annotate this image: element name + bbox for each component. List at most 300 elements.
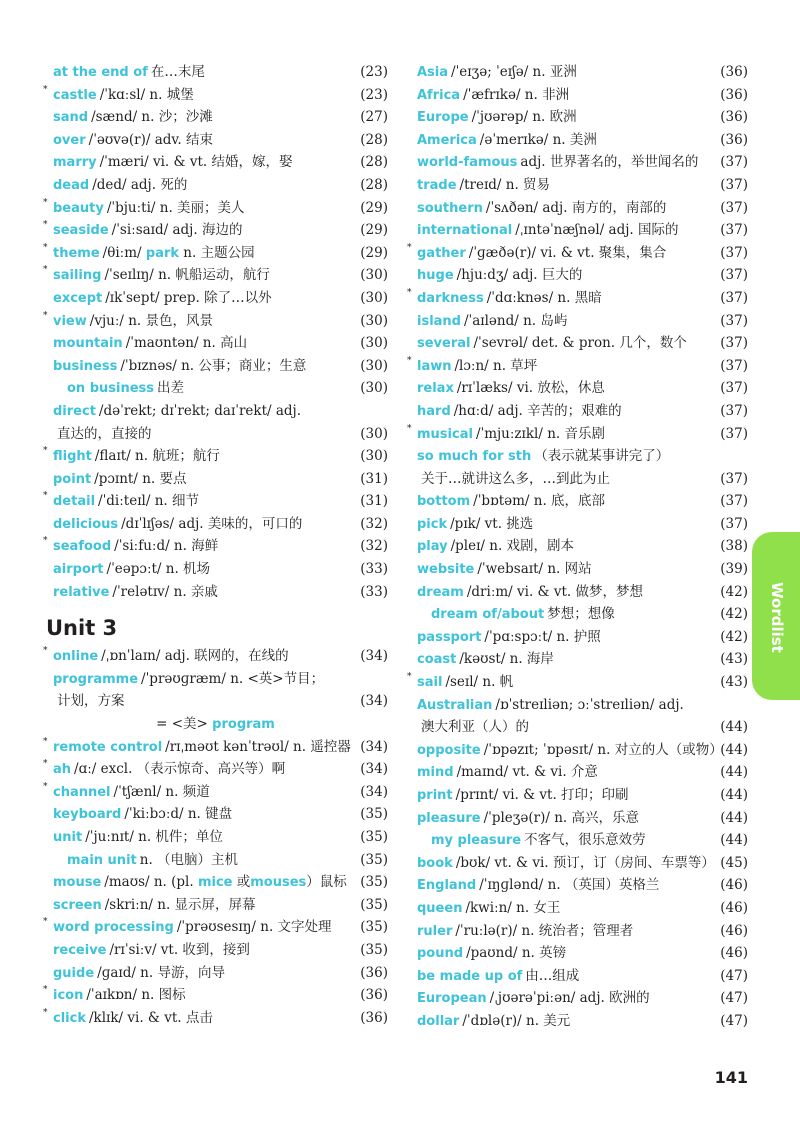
headword: Asia [417, 65, 449, 80]
wordlist-tab-label: Wordlist [768, 582, 786, 653]
page-reference: (28) [360, 154, 388, 171]
wordlist-entry [404, 197, 748, 220]
definition: /rɪˌməʊt kənˈtrəʊl/ n. 遥控器 [165, 738, 351, 755]
page-reference: (33) [360, 583, 388, 600]
key-word-star-icon: * [407, 287, 412, 298]
definition: /skriːn/ n. 显示屏，屏幕 [104, 896, 256, 913]
wordlist-entry [40, 1007, 388, 1030]
headword: several [417, 336, 471, 352]
page-reference: (47) [720, 967, 748, 984]
wordlist-entry [404, 942, 748, 965]
definition: /ˈeəpɔːt/ n. 机场 [106, 561, 211, 578]
headword: sail [417, 675, 443, 691]
wordlist-entry [404, 490, 748, 513]
definition: 不客气，很乐意效劳 [524, 832, 646, 849]
wordlist-entry [404, 219, 748, 242]
definition: /ˈtʃænl/ n. 频道 [113, 783, 210, 800]
headword: channel [53, 784, 111, 800]
definition: /seɪl/ n. 帆 [445, 674, 514, 691]
wordlist-entry [40, 129, 388, 152]
key-word-star-icon: * [407, 423, 412, 434]
headword: keyboard [53, 807, 122, 823]
definition: /ˈmjuːzɪkl/ n. 音乐剧 [475, 425, 605, 442]
definition: /ˈdiːteɪl/ n. 细节 [98, 493, 199, 510]
definition-tail: 或 [236, 874, 251, 891]
page-reference: (37) [720, 380, 748, 397]
definition: /ˈsiːsaɪd/ adj. 海边的 [111, 222, 243, 239]
definition: /ˈpleʒə(r)/ n. 高兴，乐意 [483, 809, 639, 826]
headword: screen [53, 897, 102, 913]
wordlist-entry [40, 984, 388, 1007]
page-reference: (36) [720, 86, 748, 103]
wordlist-entry [40, 84, 388, 107]
headword: Australian [417, 697, 493, 713]
key-word-star-icon: * [43, 536, 48, 547]
definition: /ˈwebsaɪt/ n. 网站 [477, 561, 592, 578]
definition: /ˈaɪkɒn/ n. 图标 [86, 987, 186, 1004]
page-reference: (37) [720, 425, 748, 442]
page-reference: (46) [720, 877, 748, 894]
page-reference: (37) [720, 289, 748, 306]
headword: programme [53, 671, 139, 687]
page-reference: (35) [360, 941, 388, 958]
wordlist-entry [40, 558, 388, 581]
definition: 澳大利亚（人）的 [421, 719, 529, 736]
wordlist-entry [40, 668, 388, 691]
page-reference: (34) [360, 761, 388, 778]
page-reference: (37) [720, 222, 748, 239]
headword: except [53, 290, 103, 306]
page-reference: (30) [360, 267, 388, 284]
wordlist-entry [40, 939, 388, 962]
wordlist-entry [404, 129, 748, 152]
headword: print [417, 788, 453, 803]
page-reference: (23) [360, 64, 388, 80]
headword: seafood [53, 539, 112, 555]
page-reference: (37) [720, 335, 748, 352]
wordlist-entry [404, 671, 748, 694]
headword: ah [53, 762, 72, 778]
wordlist-entry [40, 962, 388, 985]
page-reference: (37) [720, 402, 748, 419]
headword: coast [417, 652, 457, 668]
wordlist-entry [404, 535, 748, 558]
definition: /pleɪ/ n. 戏剧，剧本 [450, 538, 575, 555]
page-reference: (29) [360, 244, 388, 261]
headword: pick [417, 516, 448, 532]
headword: seaside [53, 223, 109, 239]
definition: /ˈprəʊsesɪŋ/ n. 文字处理 [176, 919, 332, 936]
wordlist-entry [404, 287, 748, 310]
page-reference: (44) [720, 719, 748, 736]
unit-title: Unit 3 [46, 616, 118, 641]
definition: /pɔɪnt/ n. 要点 [94, 470, 187, 487]
headword: England [417, 878, 477, 894]
wordlist-entry [404, 761, 748, 784]
headword: direct [53, 403, 96, 419]
headword: mind [417, 765, 454, 781]
key-word-star-icon: * [43, 310, 48, 321]
page-reference: (37) [720, 357, 748, 374]
headword: website [417, 562, 475, 578]
headword: sand [53, 110, 89, 126]
definition: /ˈdɒlə(r)/ n. 美元 [462, 1012, 571, 1029]
headword: online [53, 649, 99, 665]
headword: flight [53, 449, 92, 465]
definition: /treɪd/ n. 贸易 [459, 176, 551, 193]
key-word-star-icon: * [43, 736, 48, 747]
wordlist-entry [404, 558, 748, 581]
wordlist-entry [404, 151, 748, 174]
key-word-star-icon: * [43, 491, 48, 502]
key-word-star-icon: * [43, 985, 48, 996]
key-word-star-icon: * [43, 197, 48, 208]
headword: sailing [53, 268, 102, 284]
key-word-star-icon: * [43, 84, 48, 95]
page-reference: (27) [360, 109, 388, 126]
page-reference: (36) [360, 964, 388, 981]
headword: remote control [53, 739, 163, 755]
page-reference: (35) [360, 806, 388, 823]
definition: /bʊk/ vt. & vi. 预订，订（房间、车票等） [455, 854, 715, 871]
wordlist-entry [40, 106, 388, 129]
headword: pleasure [417, 810, 481, 826]
page-reference: (23) [360, 86, 388, 103]
page-reference: (44) [720, 787, 748, 803]
key-word-star-icon: * [407, 672, 412, 683]
wordlist-entry [404, 264, 748, 287]
definition: /pɪk/ vt. 挑选 [450, 515, 534, 532]
page-reference: (37) [720, 493, 748, 510]
headword: at the end of [53, 65, 148, 80]
headword: be made up of [417, 968, 523, 984]
definition: /ˈæfrɪkə/ n. 非洲 [463, 86, 570, 103]
page-reference: (37) [720, 176, 748, 193]
page-reference: (34) [360, 648, 388, 665]
definition: /ɑː/ excl. （表示惊奇、高兴等）啊 [74, 761, 286, 778]
definition: /ˌɒnˈlaɪn/ adj. 联网的，在线的 [101, 648, 289, 665]
headword: European [417, 991, 487, 1007]
page-reference: (36) [360, 1009, 388, 1026]
wordlist-entry [404, 445, 748, 468]
headword: on business [67, 381, 155, 397]
wordlist-entry [404, 897, 748, 920]
page-reference: (44) [720, 809, 748, 826]
key-word-star-icon: * [43, 646, 48, 657]
headword: so much for sth [417, 449, 532, 465]
entry-continuation [40, 690, 388, 713]
headword: queen [417, 900, 463, 916]
headword: passport [417, 629, 482, 645]
definition: （表示就某事讲完了） [534, 448, 670, 465]
headword: relax [417, 381, 454, 397]
page-reference: (28) [360, 176, 388, 193]
headword: dream [417, 584, 464, 600]
definition: /vjuː/ n. 景色，风景 [89, 312, 213, 329]
page-reference: (46) [720, 945, 748, 962]
key-word-star-icon: * [43, 759, 48, 770]
definition: /ˈbjuːti/ n. 美丽；美人 [106, 199, 245, 216]
wordlist-entry [404, 513, 748, 536]
headword: Africa [417, 87, 461, 103]
wordlist-entry [404, 648, 748, 671]
wordlist-entry [404, 965, 748, 988]
headword: receive [53, 942, 107, 958]
definition: 梦想；想像 [547, 606, 615, 623]
headword: delicious [53, 516, 119, 532]
definition: /ˈɒpəzɪt; ˈɒpəsɪt/ n. 对立的人（或物） [483, 741, 723, 758]
key-word-star-icon: * [43, 242, 48, 253]
page-reference: (30) [360, 335, 388, 352]
page-reference: (30) [360, 312, 388, 329]
headword: hard [417, 403, 451, 419]
definition: /flaɪt/ n. 航班；航行 [94, 448, 220, 465]
definition: /ˈkiːbɔːd/ n. 键盘 [124, 806, 233, 823]
definition: /ˌjʊərəˈpiːən/ adj. 欧洲的 [489, 990, 650, 1007]
wordlist-entry [404, 739, 748, 762]
headword: point [53, 471, 92, 487]
headword: icon [53, 988, 84, 1004]
wordlist-entry [404, 807, 748, 830]
page-reference: (30) [360, 448, 388, 465]
page-reference: (32) [360, 515, 388, 532]
wordlist-tab[interactable] [752, 532, 800, 700]
wordlist-entry [40, 355, 388, 378]
headword: guide [53, 965, 95, 981]
headword: view [53, 313, 87, 329]
wordlist-entry [40, 713, 388, 736]
page-reference: (46) [720, 899, 748, 916]
page-reference: (43) [720, 674, 748, 691]
definition: /hjuːdʒ/ adj. 巨大的 [456, 267, 583, 284]
entry-continuation [404, 716, 748, 739]
wordlist-entry [40, 61, 388, 84]
wordlist-entry [404, 174, 748, 197]
definition: /ˈsevrəl/ det. & pron. 几个，数个 [473, 335, 687, 352]
headword: darkness [417, 290, 484, 306]
wordlist-entry [40, 826, 388, 849]
related-word: park [145, 245, 179, 261]
wordlist-entry [404, 242, 748, 265]
definition: /klɪk/ vi. & vt. 点击 [88, 1009, 213, 1026]
wordlist-entry [404, 874, 748, 897]
definition: 计划，方案 [57, 693, 125, 710]
headword: main unit [67, 852, 137, 868]
headword: my pleasure [431, 833, 522, 849]
page-reference: (30) [360, 357, 388, 374]
wordlist-entry [40, 894, 388, 917]
page-reference: (42) [720, 628, 748, 645]
definition: /ɡaɪd/ n. 导游，向导 [97, 964, 225, 981]
page-reference: (37) [720, 199, 748, 216]
definition: 在…末尾 [150, 64, 205, 80]
page-reference: (30) [360, 289, 388, 306]
wordlist-entry [404, 987, 748, 1010]
headword: huge [417, 268, 454, 284]
key-word-star-icon: * [407, 242, 412, 253]
page-reference: (44) [720, 764, 748, 781]
wordlist-entry [404, 355, 748, 378]
wordlist-entry [40, 174, 388, 197]
page-reference: (47) [720, 990, 748, 1007]
definition: /ˈmaʊntən/ n. 高山 [125, 335, 248, 352]
definition: /kəʊst/ n. 海岸 [459, 651, 554, 668]
definition: /ɒˈstreɪliən; ɔːˈstreɪliən/ adj. [495, 696, 684, 713]
page-reference: (43) [720, 651, 748, 668]
wordlist-entry [404, 332, 748, 355]
page-number: 141 [714, 1068, 748, 1087]
wordlist-entry [404, 61, 748, 84]
key-word-star-icon: * [43, 1007, 48, 1018]
wordlist-entry [404, 829, 748, 852]
page-reference: (37) [720, 470, 748, 487]
wordlist-entry [404, 784, 748, 807]
page-reference: (34) [360, 738, 388, 755]
definition: /ˈdɑːknəs/ n. 黑暗 [486, 289, 602, 306]
definition: 直达的，直接的 [57, 425, 152, 442]
wordlist-entry [404, 84, 748, 107]
page-reference: (29) [360, 199, 388, 216]
wordlist-entry [40, 468, 388, 491]
headword: lawn [417, 358, 452, 374]
wordlist-entry [404, 694, 748, 717]
headword: island [417, 313, 461, 329]
wordlist-entry [40, 377, 388, 400]
definition: /ˈjʊərəp/ n. 欧洲 [471, 109, 577, 126]
key-word-star-icon: * [43, 220, 48, 231]
page-reference: (37) [720, 312, 748, 329]
definition: /driːm/ vi. & vt. 做梦，梦想 [466, 583, 643, 600]
headword: word processing [53, 920, 174, 936]
page-reference: (28) [360, 131, 388, 148]
definition: /ˈəʊvə(r)/ adv. 结束 [88, 131, 214, 148]
page-reference: (35) [360, 874, 388, 891]
page-reference: (34) [360, 783, 388, 800]
headword: America [417, 132, 477, 148]
definition-tail: ）鼠标 [306, 874, 347, 891]
definition: /ˈbɪznəs/ n. 公事；商业；生意 [120, 357, 307, 374]
page-reference: (46) [720, 922, 748, 939]
key-word-star-icon: * [43, 917, 48, 928]
headword: click [53, 1010, 86, 1026]
wordlist-entry [404, 423, 748, 446]
headword: pound [417, 946, 464, 962]
wordlist-entry [40, 490, 388, 513]
wordlist-entry [40, 242, 388, 265]
definition: /ˈeɪʒə; ˈeɪʃə/ n. 亚洲 [451, 64, 577, 80]
page-reference: (35) [360, 829, 388, 845]
wordlist-entry [40, 287, 388, 310]
headword: detail [53, 494, 96, 510]
headword: international [417, 223, 513, 239]
wordlist-entry [40, 332, 388, 355]
definition: n. （电脑）主机 [139, 851, 239, 868]
definition: /ded/ adj. 死的 [92, 176, 188, 193]
wordlist-entry [40, 151, 388, 174]
definition: /ˈprəʊɡræm/ n. <英>节目； [141, 670, 325, 687]
wordlist-entry [40, 535, 388, 558]
definition: adj. 世界著名的，举世闻名的 [520, 154, 699, 171]
entry-continuation [40, 423, 388, 446]
page-reference: (30) [360, 380, 388, 397]
headword: gather [417, 245, 466, 261]
page-reference: (37) [720, 267, 748, 284]
wordlist-entry [40, 400, 388, 423]
wordlist-entry [40, 758, 388, 781]
definition: /ˈbɒtəm/ n. 底，底部 [473, 493, 606, 510]
headword: relative [53, 584, 110, 600]
headword: musical [417, 426, 473, 442]
related-word: program [212, 717, 275, 733]
headword: castle [53, 87, 97, 103]
headword: Europe [417, 110, 469, 126]
definition: /kwiːn/ n. 女王 [465, 899, 561, 916]
page-reference: (47) [720, 1012, 748, 1029]
page-reference: (34) [360, 693, 388, 710]
definition: = <美> [156, 716, 208, 733]
definition: /paʊnd/ n. 英镑 [466, 945, 567, 962]
related-word: mice [197, 875, 233, 891]
wordlist-entry [40, 916, 388, 939]
wordlist-entry [404, 106, 748, 129]
definition: /ˈɡæðə(r)/ vi. & vt. 聚集，集合 [468, 244, 667, 261]
key-word-star-icon: * [43, 446, 48, 457]
page-reference: (32) [360, 538, 388, 555]
page-reference: (33) [360, 561, 388, 578]
wordlist-entry [40, 736, 388, 759]
related-word: mouses [250, 875, 307, 891]
definition: /ˈpɑːspɔːt/ n. 护照 [484, 628, 601, 645]
definition: /prɪnt/ vi. & vt. 打印；印刷 [455, 787, 629, 803]
definition: /ˈruːlə(r)/ n. 统治者；管理者 [455, 922, 634, 939]
headword: dead [53, 177, 90, 193]
definition: /lɔːn/ n. 草坪 [454, 357, 538, 374]
wordlist-entry [40, 871, 388, 894]
page-reference: (38) [720, 538, 748, 555]
page-reference: (35) [360, 919, 388, 936]
wordlist-entry [40, 513, 388, 536]
headword: mouse [53, 875, 102, 891]
page-reference: (45) [720, 854, 748, 871]
wordlist-entry [40, 849, 388, 872]
wordlist-entry [40, 219, 388, 242]
definition: /rɪˈlæks/ vi. 放松，休息 [456, 380, 605, 397]
headword: unit [53, 830, 83, 845]
headword: over [53, 132, 86, 148]
wordlist-entry [40, 264, 388, 287]
definition: /ɪkˈsept/ prep. 除了…以外 [105, 289, 272, 306]
page-reference: (35) [360, 896, 388, 913]
left-column [40, 61, 388, 1029]
definition: /ˈmæri/ vi. & vt. 结婚，嫁，娶 [99, 154, 293, 171]
entry-continuation [404, 468, 748, 491]
page-reference: (37) [720, 244, 748, 261]
wordlist-entry [404, 626, 748, 649]
page-reference: (44) [720, 832, 748, 849]
page-reference: (29) [360, 222, 388, 239]
definition: /ˈjuːnɪt/ n. 机件；单位 [85, 829, 223, 845]
page-reference: (36) [720, 109, 748, 126]
page-reference: (36) [720, 131, 748, 148]
headword: marry [53, 155, 97, 171]
headword: airport [53, 562, 104, 578]
headword: play [417, 539, 448, 555]
wordlist-entry [404, 852, 748, 875]
page-reference: (31) [360, 493, 388, 510]
page-reference: (37) [720, 515, 748, 532]
page-reference: (35) [360, 851, 388, 868]
wordlist-entry [404, 400, 748, 423]
